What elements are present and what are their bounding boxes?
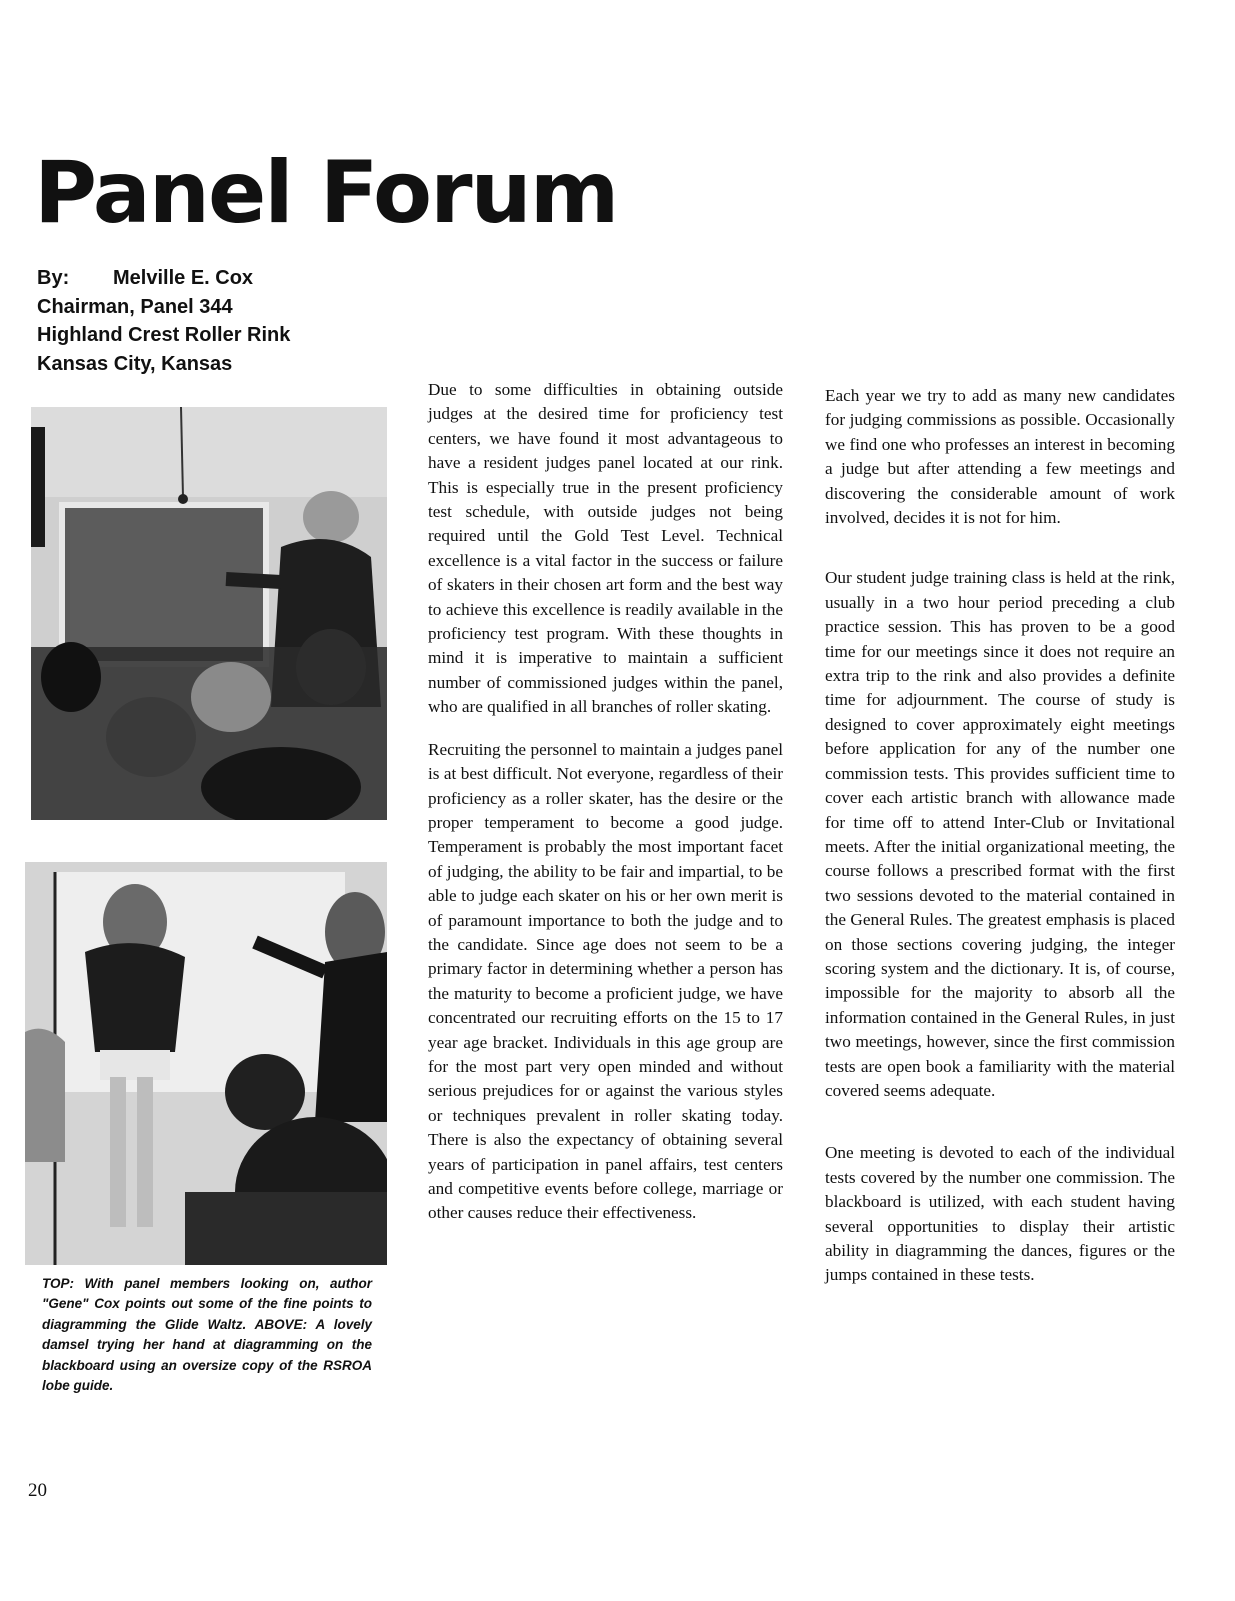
paragraph-training-class: Our student judge training class is held at the rink, usually in a two hour period preceding a club practice session. This has proven to be a good time for our meetings since it does not require an extra trip to the rink and also provides a definite time for adjournment. The course of study is designed to cover approximately eight meetings before application for any of the number one commission tests. This provides sufficient time to cover each artistic branch with allowance made for time off to attend Inter-Club or Invitational meets. After the initial organizational meeting, the course follows a prescribed format with the first two sessions devoted to the material contained in the General Rules. The greatest emphasis is placed on those sections covering judging, the integer scoring system and the dictionary. It is, of course, impossible for the majority to absorb all the information contained in the General Rules, in just two meetings, however, since the first commission tests are open book a familiarity with the material covered seems adequate. xyxy=(825,568,1175,1100)
photo-student-diagramming-image xyxy=(25,862,387,1265)
paragraph-recruiting: Recruiting the personnel to maintain a judges panel is at best difficult. Not everyone, regardless of their proficiency as a roller skater, has the desire or the proper temperament to become a good judge. Temperament is probably the most important facet of judging, the ability to be fair and impartial, to be able to judge each skater on his or her own merit is of paramount importance to both the judge and to the candidate. Since age does not seem to be a primary factor in determining whether a person has the maturity to become a proficient judge, we have concentrated our recruiting efforts on the 15 to 17 year age bracket. Individuals in this age group are for the most part very open minded and without serious prejudices for or against the various styles or techniques prevalent in roller skating today. There is also the expectancy of obtaining several years of participation in panel affairs, test centers and competitive events before college, marriage or other causes reduce their effectiveness. xyxy=(428,739,783,1223)
article-column-3 xyxy=(825,384,1175,1288)
photo-blackboard-lecture xyxy=(31,407,387,820)
photo-student-diagramming xyxy=(25,862,387,1265)
byline-author-row xyxy=(37,264,290,293)
article-title: Panel Forum xyxy=(34,143,618,243)
page-number: 20 xyxy=(28,1480,47,1501)
author-organization: Highland Crest Roller Rink xyxy=(37,324,291,346)
author-name: Melville E. Cox xyxy=(113,267,254,289)
paragraph-new-candidates: Each year we try to add as many new candidates for judging commissions as possible. Occasionally we find one who professes an interest in becoming a judge but after attending a few meetings and discovering the considerable amount of work involved, decides it is not for him. xyxy=(825,386,1175,528)
author-location: Kansas City, Kansas xyxy=(37,352,233,375)
article-column-2 xyxy=(428,378,783,1226)
photo-caption xyxy=(42,1274,372,1396)
byline xyxy=(37,264,290,378)
paragraph-test-meetings: One meeting is devoted to each of the individual tests covered by the number one commission. The blackboard is utilized, with each student having several opportunities to display their artistic ability in diagramming the dances, figures or the jumps contained in these tests. xyxy=(825,1143,1175,1285)
photo-blackboard-lecture-image xyxy=(31,407,387,820)
paragraph-resident-panel: Due to some difficulties in obtaining outside judges at the desired time for proficiency test centers, we have found it most advantageous to have a resident judges panel located at our rink. This is especially true in the present proficiency test schedule, with outside judges not being required until the Gold Test Level. Technical excellence is a vital factor in the success or failure of skaters in their chosen art form and the best way to achieve this excellence is readily available in the proficiency test program. With these thoughts in mind it is imperative to maintain a sufficient number of commissioned judges within the panel, who are qualified in all branches of roller skating. xyxy=(428,380,783,717)
photo-caption-text: TOP: With panel members looking on, author "Gene" Cox points out some of the fine points to diagramming the Glide Waltz. ABOVE: A lovely damsel trying her hand at diagramming on the blackboard using an oversize copy of the RSROA lobe guide. xyxy=(42,1276,372,1394)
author-position: Chairman, Panel 344 xyxy=(37,295,233,318)
byline-label: By: xyxy=(37,267,70,289)
